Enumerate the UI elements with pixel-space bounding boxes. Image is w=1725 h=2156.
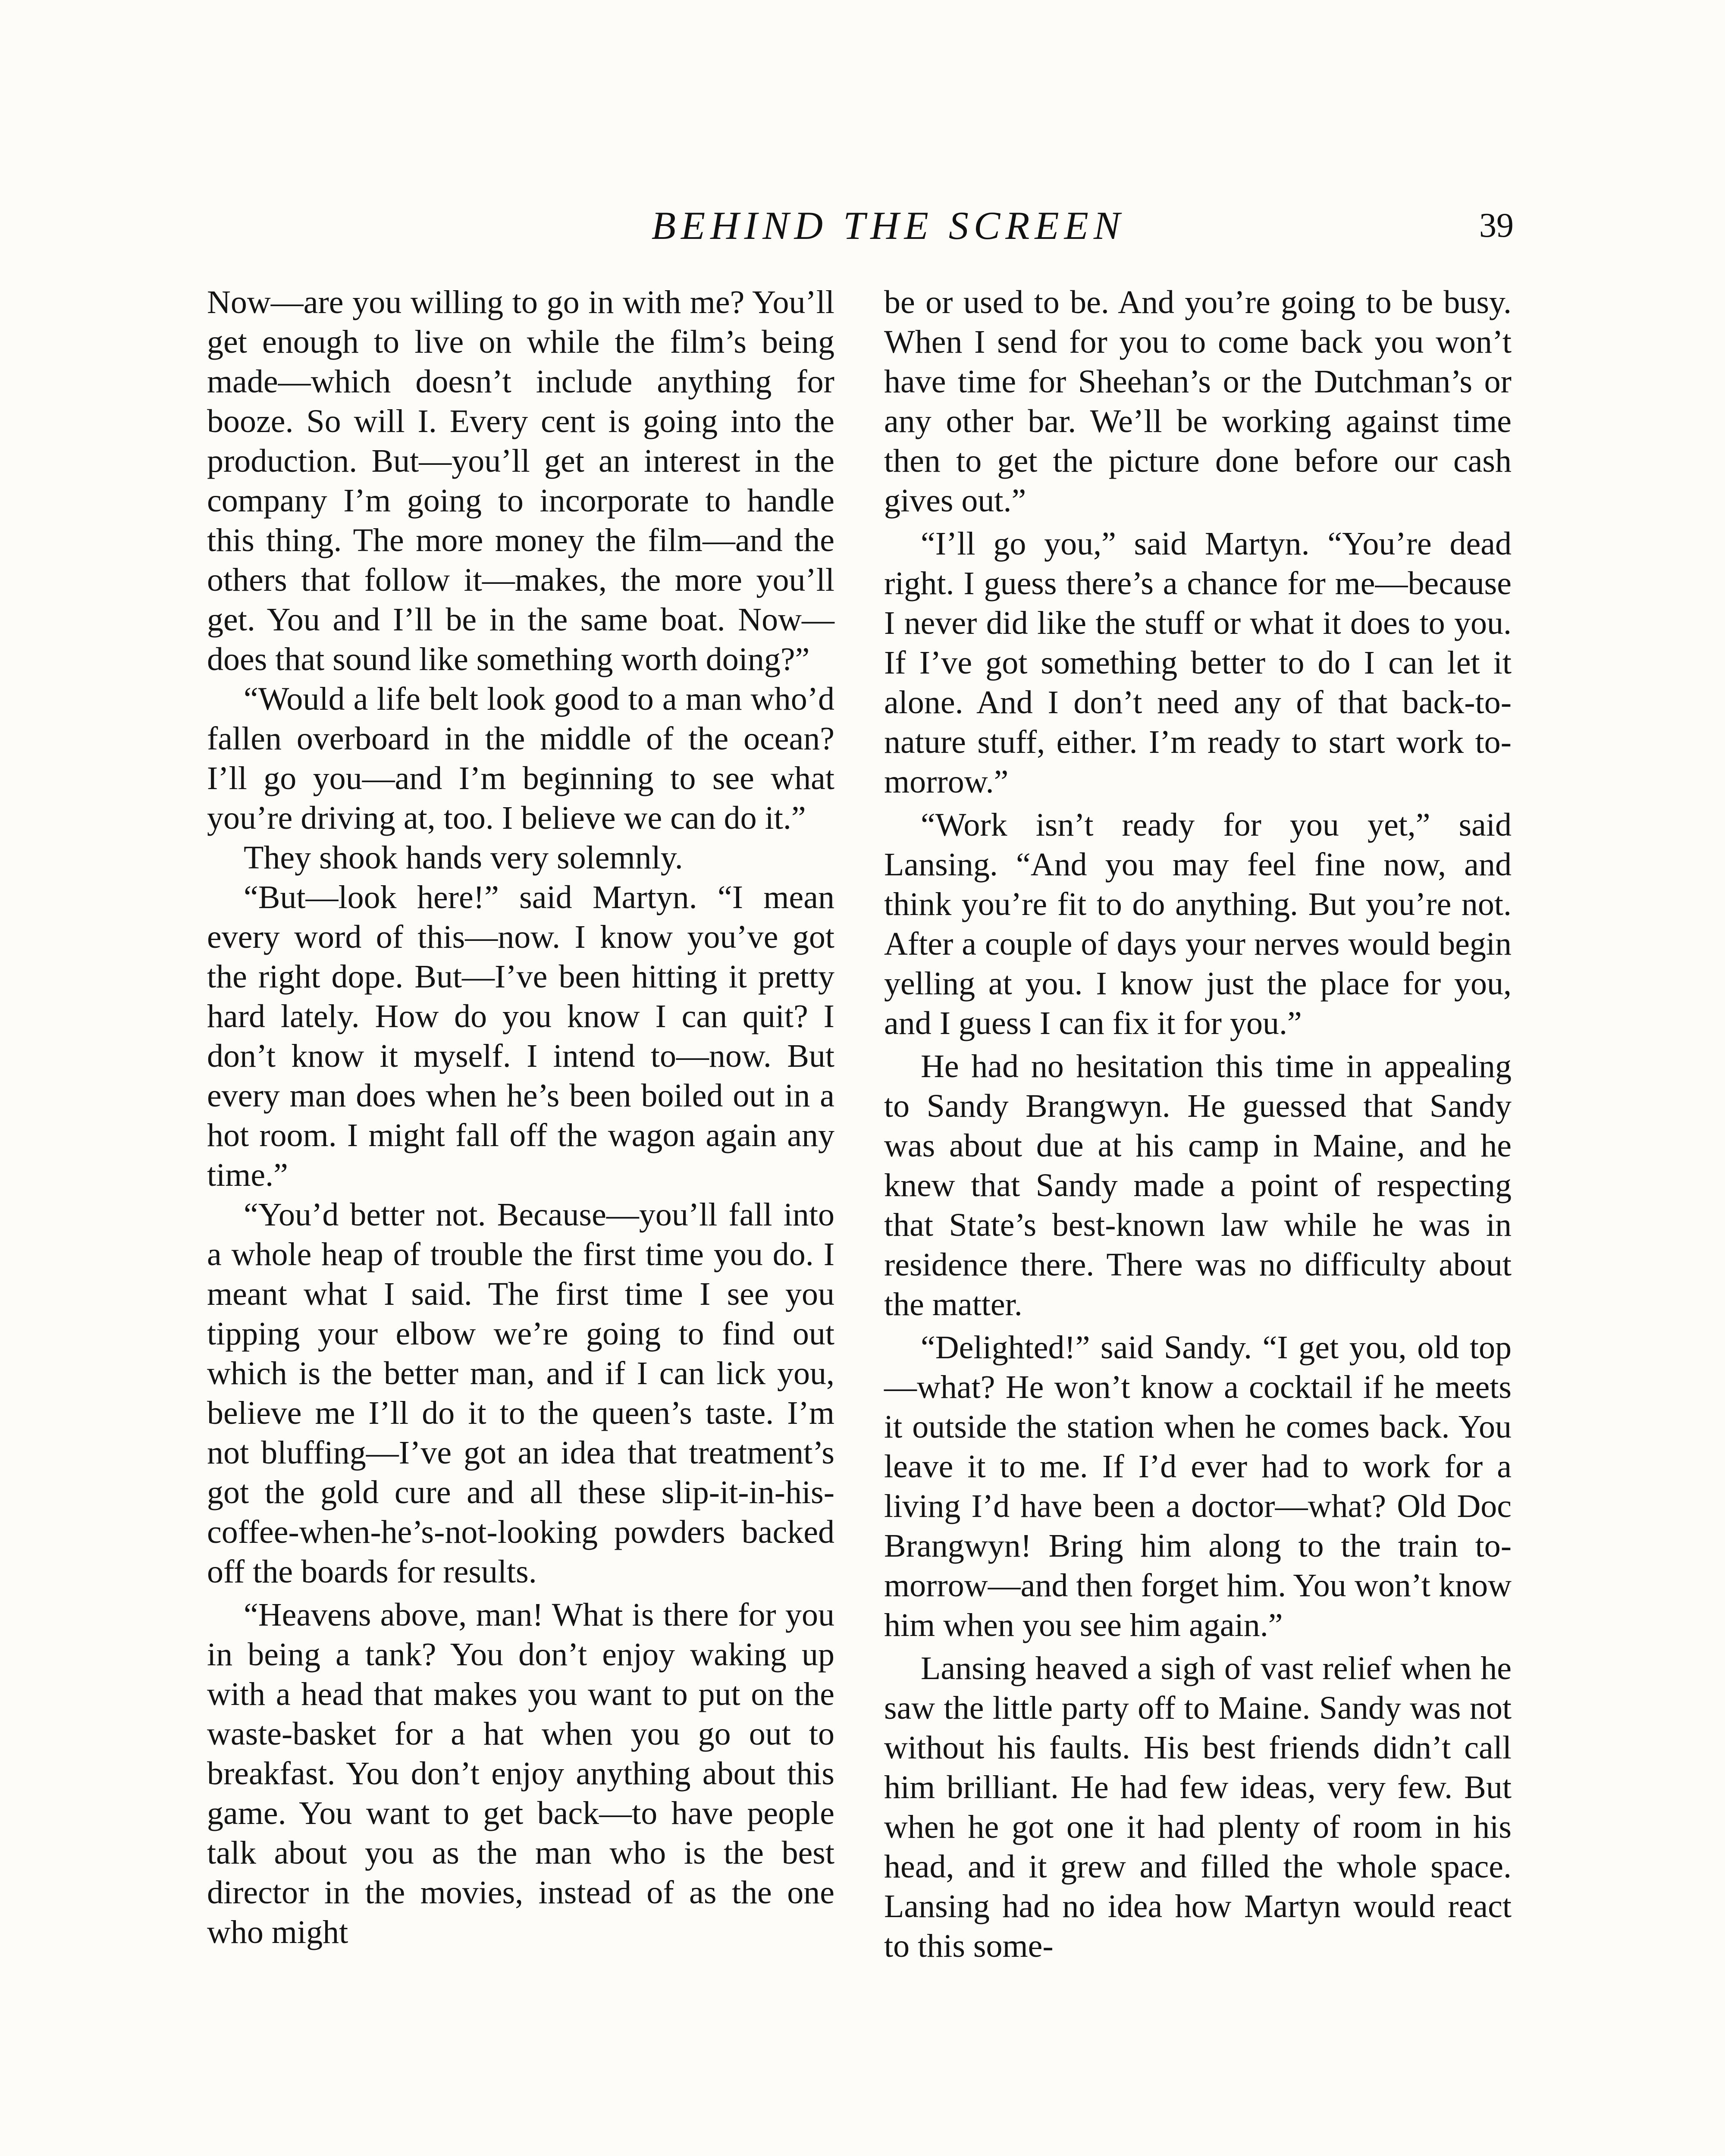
paragraph: “I’ll go you,” said Martyn. “You’re dead right. I guess there’s a chance for me—because I never did like the stuff or what it does to you. If I’ve got something better to do I can let it alone. And I don’t need any of that back-to-nature stuff, either. I’m ready to start work to-morrow.” (884, 526, 1512, 800)
left-column (207, 282, 834, 1952)
paragraph: He had no hesitation this time in appealing to Sandy Brangwyn. He guessed that Sandy was about due at his camp in Maine, and he knew that Sandy made a point of respecting that State’s best-known law while he was in residence there. There was no difficulty about the matter. (884, 1048, 1512, 1322)
paragraph: “Would a life belt look good to a man who’d fallen overboard in the middle of the ocean? I’ll go you—and I’m beginning to see what you’re driving at, too. I believe we can do it.” (207, 681, 834, 836)
page-number: 39 (1479, 207, 1514, 244)
paragraph: Lansing heaved a sigh of vast relief when he saw the little party off to Maine. Sandy was not without his faults. His best friends didn’t call him brilliant. He had few ideas, very few. But when he got one it had plenty of room in his head, and it grew and filled the whole space. Lansing had no idea how Martyn would react to this some- (884, 1650, 1512, 1964)
paragraph: be or used to be. And you’re going to be busy. When I send for you to come back you won’t have time for Sheehan’s or the Dutchman’s or any other bar. We’ll be working against time then to get the picture done before our cash gives out.” (884, 284, 1512, 519)
paragraph: “Work isn’t ready for you yet,” said Lansing. “And you may feel fine now, and think you’re fit to do anything. But you’re not. After a couple of days your nerves would begin yelling at you. I know just the place for you, and I guess I can fix it for you.” (884, 807, 1512, 1041)
running-title: BEHIND THE SCREEN (651, 204, 1126, 248)
paragraph: “You’d better not. Because—you’ll fall into a whole heap of trouble the first time you do. I meant what I said. The first time I see you tipping your elbow we’re going to find out which is the better man, and if I can lick you, believe me I’ll do it to the queen’s taste. I’m not bluffing—I’ve got an idea that treatment’s got the gold cure and all these slip-it-in-his-coffee-when-he’s-not-looking powders backed off the boards for results. (207, 1197, 834, 1590)
paragraph: “But—look here!” said Martyn. “I mean every word of this—now. I know you’ve got the right dope. But—I’ve been hitting it pretty hard lately. How do you know I can quit? I don’t know it myself. I intend to—now. But every man does when he’s been boiled out in a hot room. I might fall off the wagon again any time.” (207, 879, 834, 1193)
paragraph: Now—are you willing to go in with me? You’ll get enough to live on while the film’s being made—which doesn’t include anything for booze. So will I. Every cent is going into the production. But—you’ll get an interest in the company I’m going to incorporate to handle this thing. The more money the film—and the others that follow it—makes, the more you’ll get. You and I’ll be in the same boat. Now—does that sound like something worth doing?” (207, 284, 834, 677)
right-column (884, 282, 1512, 1966)
paragraph: “Delighted!” said Sandy. “I get you, old top—what? He won’t know a cocktail if he meets it outside the station when he comes back. You leave it to me. If I’d ever had to work for a living I’d have been a doctor—what? Old Doc Brangwyn! Bring him along to the train to-morrow—and then forget him. You won’t know him when you see him again.” (884, 1329, 1512, 1643)
paragraph: “Heavens above, man! What is there for you in being a tank? You don’t enjoy waking up with a head that makes you want to put on the waste-basket for a hat when you go out to breakfast. You don’t enjoy anything about this game. You want to get back—to have people talk about you as the man who is the best director in the movies, instead of as the one who might (207, 1597, 834, 1950)
paragraph: They shook hands very solemnly. (244, 840, 683, 876)
